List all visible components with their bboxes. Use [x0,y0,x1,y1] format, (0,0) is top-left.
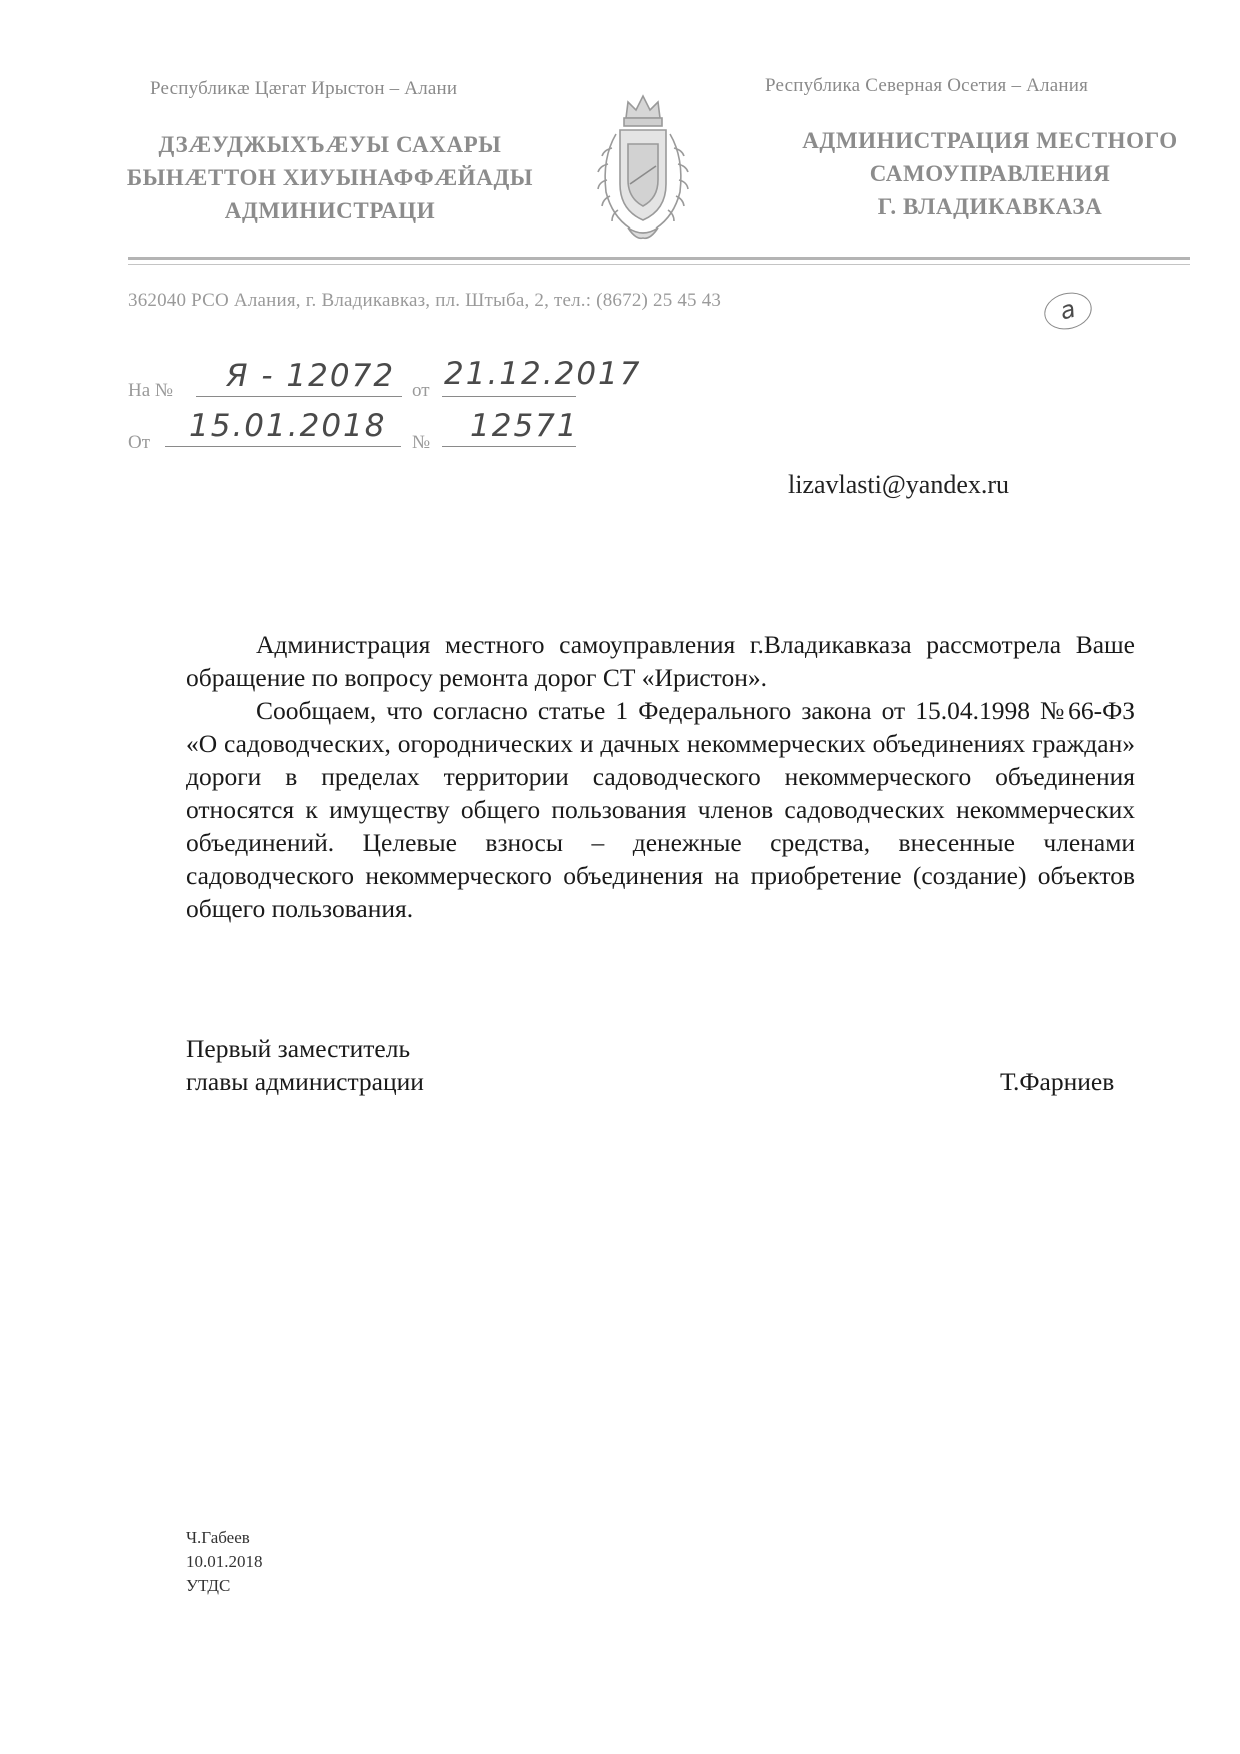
body-paragraph: Администрация местного самоуправления г.Владикавказа рассмотрела Ваше обращение по вопросу ремонта дорог СТ «Иристон». [186,630,1135,692]
reference-na-date-field [442,356,642,397]
right-org-line: САМОУПРАВЛЕНИЯ [869,161,1111,186]
coat-of-arms-emblem [588,88,698,248]
right-republic-name: Республика Северная Осетия – Алания [765,75,1089,96]
reference-ot-label: от [412,380,430,401]
signatory-title [186,1032,424,1098]
right-org-name [780,124,1200,223]
signatory-name: Т.Фарниев [1000,1067,1115,1096]
circled-mark-stamp [1040,288,1095,335]
recipient-email: lizavlasti@yandex.ru [788,470,1010,499]
left-org-line: АДМИНИСТРАЦИ [224,198,436,223]
letter-body [186,628,1135,925]
reference-out-number: 12571 [470,408,579,444]
executor-date: 10.01.2018 [186,1552,263,1571]
reference-na-date: 21.12.2017 [444,356,642,392]
reference-na-number: Я - 12072 [226,358,396,394]
reference-na-label: На № [128,380,174,401]
header-rule-thick [128,257,1190,260]
reference-out-date-field [165,410,401,447]
executor-note [186,1526,263,1598]
circled-mark-text: а [1057,294,1079,326]
reference-out-date: 15.01.2018 [189,408,387,444]
left-republic-name: Республикæ Цæгат Ирыстон – Алани [150,78,458,99]
right-org-line: АДМИНИСТРАЦИЯ МЕСТНОГО [802,128,1178,153]
reference-no-label: № [412,432,431,453]
executor-name: Ч.Габеев [186,1528,250,1547]
left-org-name [110,128,550,227]
right-org-line: Г. ВЛАДИКАВКАЗА [877,194,1103,219]
left-org-line: ДЗÆУДЖЫХЪÆУЫ САХАРЫ [158,132,502,157]
reference-out-ot-label: От [128,432,151,453]
header-rule-thin [128,264,1190,265]
reference-out-number-field [442,408,579,447]
reference-na-number-field [196,360,402,397]
signatory-title-line: Первый заместитель [186,1034,411,1063]
executor-department: УТДС [186,1576,231,1595]
org-address: 362040 РСО Алания, г. Владикавказ, пл. Штыба, 2, тел.: (8672) 25 45 43 [128,290,722,311]
body-paragraph: Сообщаем, что согласно статье 1 Федерального закона от 15.04.1998 №66-ФЗ «О садоводческих, огороднических и дачных некоммерческих объединениях граждан» дороги в пределах территории садоводческого некоммерческого объединения относятся к имуществу общего пользования членов садоводческих некоммерческих объединений. Целевые взносы – денежные средства, внесенные членами садоводческого некоммерческого объединения на приобретение (создание) объектов общего пользования. [186,696,1135,923]
signatory-title-line: главы администрации [186,1067,424,1096]
left-org-line: БЫНÆТТОН ХИУЫНАФФÆЙАДЫ [126,165,534,190]
